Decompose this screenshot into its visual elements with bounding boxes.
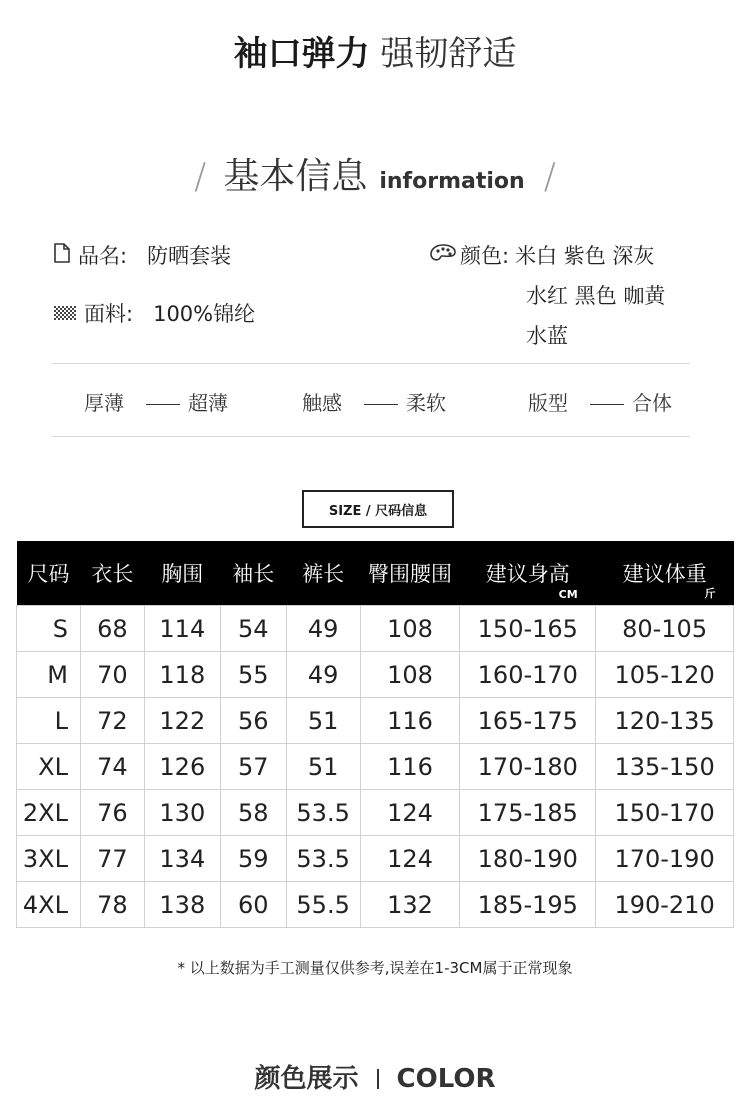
table-cell: 51 <box>286 744 360 790</box>
header-height-unit: CM <box>558 588 578 601</box>
table-cell: 120-135 <box>596 698 734 744</box>
fabric-row <box>54 298 255 328</box>
table-cell: 76 <box>80 790 144 836</box>
color-line-2: 水红 黑色 咖黄 <box>526 284 666 308</box>
table-cell: 59 <box>220 836 286 882</box>
table-cell: 138 <box>144 882 220 928</box>
palette-icon <box>430 236 456 276</box>
table-row <box>17 836 734 882</box>
table-cell: 180-190 <box>460 836 596 882</box>
product-label: 品名: <box>78 244 128 268</box>
product-name-row <box>54 240 231 270</box>
product-value: 防晒套装 <box>147 244 232 268</box>
size-cell: 4XL <box>17 882 81 928</box>
table-cell: 108 <box>360 606 460 652</box>
hero-light-text: 强韧舒适 <box>380 34 517 74</box>
attribute-dash <box>146 404 180 405</box>
table-cell: 60 <box>220 882 286 928</box>
table-cell: 122 <box>144 698 220 744</box>
fabric-pattern-icon <box>54 301 76 325</box>
size-cell: L <box>17 698 81 744</box>
attribute-value: 柔软 <box>406 391 446 415</box>
attribute-name: 触感 <box>302 391 342 415</box>
table-cell: 51 <box>286 698 360 744</box>
divider-bottom <box>52 436 690 437</box>
header-sleeve: 袖长 <box>220 541 286 606</box>
color-heading-separator <box>377 1069 379 1089</box>
table-cell: 170-180 <box>460 744 596 790</box>
table-cell: 116 <box>360 744 460 790</box>
table-row <box>17 790 734 836</box>
fabric-label: 面料: <box>84 302 134 326</box>
size-cell: M <box>17 652 81 698</box>
measurement-footnote: * 以上数据为手工测量仅供参考,误差在1-3CM属于正常现象 <box>177 959 573 977</box>
header-weight-label: 建议体重 <box>622 562 707 586</box>
section-slash-right: / <box>543 156 556 197</box>
table-cell: 126 <box>144 744 220 790</box>
table-cell: 150-165 <box>460 606 596 652</box>
table-cell: 80-105 <box>596 606 734 652</box>
table-cell: 185-195 <box>460 882 596 928</box>
document-icon <box>54 243 70 268</box>
table-cell: 170-190 <box>596 836 734 882</box>
section-title-cn: 基本信息 <box>223 156 368 197</box>
header-pants-length: 裤长 <box>286 541 360 606</box>
attribute-name: 版型 <box>528 391 568 415</box>
header-length: 衣长 <box>80 541 144 606</box>
divider-top <box>52 363 690 364</box>
table-cell: 78 <box>80 882 144 928</box>
color-heading <box>0 1058 750 1095</box>
size-cell: S <box>17 606 81 652</box>
table-cell: 190-210 <box>596 882 734 928</box>
table-cell: 160-170 <box>460 652 596 698</box>
size-table <box>16 541 734 928</box>
color-label: 颜色: <box>460 244 510 268</box>
table-cell: 105-120 <box>596 652 734 698</box>
table-cell: 53.5 <box>286 836 360 882</box>
table-cell: 116 <box>360 698 460 744</box>
table-cell: 55.5 <box>286 882 360 928</box>
table-cell: 124 <box>360 836 460 882</box>
header-weight-unit: 斤 <box>704 587 716 600</box>
attribute-dash <box>364 404 398 405</box>
table-cell: 68 <box>80 606 144 652</box>
table-cell: 108 <box>360 652 460 698</box>
color-heading-en: COLOR <box>396 1064 496 1094</box>
header-weight <box>596 541 734 606</box>
table-cell: 54 <box>220 606 286 652</box>
header-size: 尺码 <box>17 541 81 606</box>
table-row <box>17 882 734 928</box>
table-row <box>17 652 734 698</box>
table-cell: 165-175 <box>460 698 596 744</box>
header-chest: 胸围 <box>144 541 220 606</box>
hero-title <box>0 26 750 75</box>
size-cell: 3XL <box>17 836 81 882</box>
table-cell: 72 <box>80 698 144 744</box>
header-height-label: 建议身高 <box>485 562 570 586</box>
table-cell: 124 <box>360 790 460 836</box>
table-cell: 130 <box>144 790 220 836</box>
attribute-thickness <box>84 387 228 416</box>
color-block <box>430 236 730 356</box>
table-cell: 53.5 <box>286 790 360 836</box>
attribute-value: 合体 <box>632 391 672 415</box>
section-title-en: information <box>379 169 525 194</box>
attribute-texture <box>302 387 446 416</box>
color-line-1: 米白 紫色 深灰 <box>515 244 655 268</box>
table-cell: 57 <box>220 744 286 790</box>
table-cell: 114 <box>144 606 220 652</box>
fabric-value: 100%锦纶 <box>153 302 256 326</box>
table-row <box>17 744 734 790</box>
attribute-value: 超薄 <box>188 391 228 415</box>
table-cell: 132 <box>360 882 460 928</box>
table-cell: 55 <box>220 652 286 698</box>
table-cell: 134 <box>144 836 220 882</box>
size-tag: SIZE / 尺码信息 <box>302 490 454 528</box>
color-line-3: 水蓝 <box>526 324 568 348</box>
table-cell: 49 <box>286 652 360 698</box>
table-cell: 74 <box>80 744 144 790</box>
table-cell: 58 <box>220 790 286 836</box>
size-cell: 2XL <box>17 790 81 836</box>
section-title <box>0 148 750 199</box>
attribute-dash <box>590 404 624 405</box>
size-table-header-row <box>17 541 734 606</box>
table-cell: 77 <box>80 836 144 882</box>
table-cell: 135-150 <box>596 744 734 790</box>
table-cell: 70 <box>80 652 144 698</box>
table-cell: 175-185 <box>460 790 596 836</box>
table-cell: 56 <box>220 698 286 744</box>
section-slash-left: / <box>194 156 207 197</box>
table-cell: 118 <box>144 652 220 698</box>
size-cell: XL <box>17 744 81 790</box>
table-cell: 150-170 <box>596 790 734 836</box>
color-heading-cn: 颜色展示 <box>254 1064 359 1094</box>
hero-bold-text: 袖口弹力 <box>233 34 370 74</box>
table-row <box>17 606 734 652</box>
header-hip-waist: 臀围腰围 <box>360 541 460 606</box>
attribute-name: 厚薄 <box>84 391 124 415</box>
table-cell: 49 <box>286 606 360 652</box>
table-row <box>17 698 734 744</box>
header-height <box>460 541 596 606</box>
attribute-fit <box>528 387 672 416</box>
